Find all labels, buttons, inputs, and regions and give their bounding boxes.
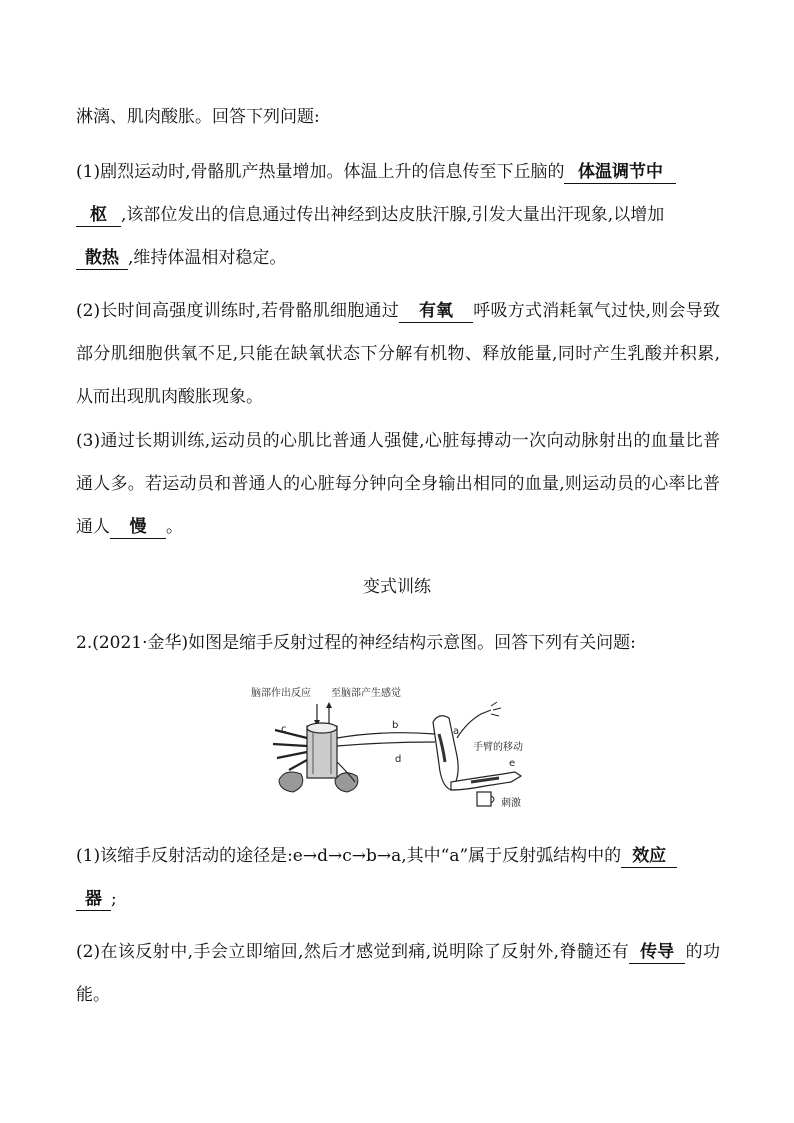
answer-blank: 体温调节中 <box>564 161 676 184</box>
figure-label-e: e <box>509 758 516 769</box>
figure-label-stim: 刺激 <box>501 798 521 809</box>
answer-blank: 枢 <box>76 204 121 227</box>
answer-blank: 传导 <box>629 941 685 964</box>
question-2-heading: 2.(2021·金华)如图是缩手反射过程的神经结构示意图。回答下列有关问题: <box>76 633 636 653</box>
figure-label-a: a <box>453 726 460 737</box>
paragraph-intro: 淋漓、肌肉酸胀。回答下列问题: <box>76 107 320 127</box>
figure-label-top1: 脑部作出反应 <box>251 688 311 699</box>
answer-blank: 器 <box>76 888 111 911</box>
figure-label-top2: 至脑部产生感觉 <box>331 688 401 699</box>
figure-label-c: c <box>281 724 287 735</box>
figure-label-b: b <box>392 720 399 731</box>
answer-blank: 效应 <box>621 845 677 868</box>
question-2-2: (2)在该反射中,手会立即缩回,然后才感觉到痛,说明除了反射外,脊髓还有 传导 的功能。 <box>76 942 721 1005</box>
reflex-arc-figure <box>245 682 540 812</box>
question-2-1: (1)该缩手反射活动的途径是:e→d→c→b→a,其中“a”属于反射弧结构中的 效应 器 ; <box>76 835 720 921</box>
answer-blank: 慢 <box>110 516 166 539</box>
answer-blank: 有氧 <box>399 300 473 323</box>
figure-label-move: 手臂的移动 <box>473 742 523 753</box>
figure-label-d: d <box>395 754 402 765</box>
question-1-3: (3)通过长期训练,运动员的心肌比普通人强健,心脏每搏动一次向动脉射出的血量比普通人多。若运动员和普通人的心脏每分钟向全身输出相同的血量,则运动员的心率比普通人 慢 。 <box>76 431 720 537</box>
section-heading: 变式训练 <box>363 577 431 597</box>
answer-blank: 散热 <box>76 247 128 270</box>
question-1-1: (1)剧烈运动时,骨骼肌产热量增加。体温上升的信息传至下丘脑的 体温调节中 枢 ,该部位发出的信息通过传出神经到达皮肤汗腺,引发大量出汗现象,以增加 散热 ,维持体温相对稳定。 <box>76 151 720 280</box>
question-1-2: (2)长时间高强度训练时,若骨骼肌细胞通过 有氧 呼吸方式消耗氧气过快,则会导致部分肌细胞供氧不足,只能在缺氧状态下分解有机物、释放能量,同时产生乳酸并积累,从而出现肌肉酸胀现象。 <box>76 301 720 407</box>
